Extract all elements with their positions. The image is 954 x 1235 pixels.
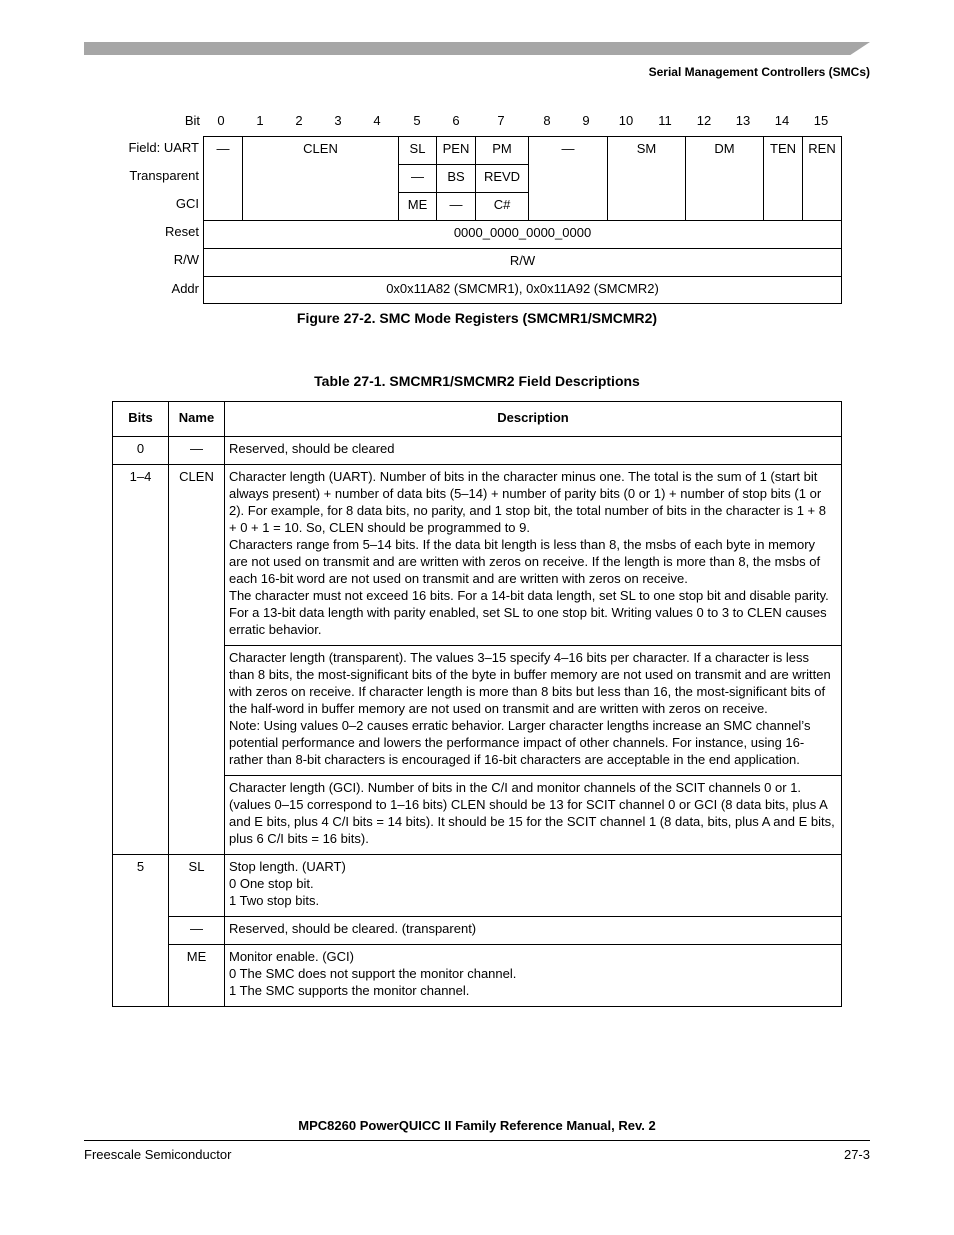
bits-cell: 1–4 [113,465,169,855]
description-cell [225,776,842,855]
field-sm: SM [607,136,686,221]
footer-title: MPC8260 PowerQUICC II Family Reference Manual, Rev. 2 [298,1118,656,1133]
row-label-uart: Field: UART [128,140,199,155]
row-label-addr: Addr [171,281,199,296]
reset-value: 0000_0000_0000_0000 [203,220,842,249]
field-cnum: C# [475,192,529,221]
bit-number: 1 [256,113,264,128]
description-text: Characters range from 5–14 bits. If the data bit length is less than 8, the msbs of each byte in memory are not used on transmit and are written with zeros on receive. If the length is more than 8, the msbs of each 16-bit word are not used on transmit and are written with zeros on receive. [229,537,821,586]
table-row [113,855,842,917]
bit-number: 0 [217,113,225,128]
description-text: The character must not exceed 16 bits. For a 14-bit data length, set SL to one stop bit and disable parity. For a 13-bit data length with parity enabled, set SL to one stop bit. Writing values 0 to 3 to CLEN causes erratic behavior. [229,588,829,637]
field-ren: REN [802,136,842,221]
table-row [113,917,842,945]
field-revd: REVD [475,164,529,193]
row-label-rw: R/W [173,252,199,267]
field-descriptions-table [112,401,842,1007]
bit-number: 15 [813,113,829,128]
field-me: ME [398,192,437,221]
description-text: Reserved, should be cleared [229,441,395,456]
description-text: Note: Using values 0–2 causes erratic behavior. Larger character lengths increase an SMC channel’s potential performance and lowers the performance impact of other channels. For instance, using 16- rather than 8-bit characters is encouraged if 16-bit characters are acceptable in the end application. [229,718,811,767]
field-transparent-bit5: — [398,164,437,193]
bit-number: 4 [373,113,381,128]
name-cell: SL [169,855,225,917]
name-cell: ME [169,945,225,1007]
name-cell: CLEN [169,465,225,855]
table-header-row [113,402,842,437]
description-cell [225,945,842,1007]
header-bits: Bits [113,402,169,437]
field-bits8-9: — [528,136,608,221]
description-text: 0 One stop bit. [229,876,314,891]
row-label-transparent: Transparent [129,168,199,183]
description-cell [225,646,842,776]
description-cell [225,437,842,465]
header-name: Name [169,402,225,437]
row-label-reset: Reset [165,224,199,239]
section-title: Serial Management Controllers (SMCs) [648,65,870,79]
bits-cell: 0 [113,437,169,465]
description-text: Character length (UART). Number of bits in the character minus one. The total is the sum of 1 (start bit always present) + number of data bits (5–14) + number of parity bits (0 or 1) + number of stop bits (1 or 2). For example, for 8 data bits, no parity, and 1 stop bit, the total number of bits in the character is 1 + 8 + 0 + 1 = 10. So, CLEN should be programmed to 9. [229,469,826,535]
header-bar [84,42,870,55]
description-text: 1 The SMC supports the monitor channel. [229,983,470,998]
field-pm: PM [475,136,529,165]
table-caption: Table 27-1. SMCMR1/SMCMR2 Field Descriptions [314,373,640,389]
description-text: Monitor enable. (GCI) [229,949,354,964]
description-text: Character length (GCI). Number of bits in the C/I and monitor channels of the SCIT channels 0 or 1. (values 0–15 correspond to 1–16 bits) CLEN should be 13 for SCIT channel 0 or GCI (8 data bits, plus A and E bits, plus 4 C/I bits = 14 bits). It should be 15 for the SCIT channel 1 (8 data, bits, plus A and E bits, plus 6 C/I bits = 16 bits). [229,780,835,846]
bit-number: 13 [735,113,751,128]
bit-number: 2 [295,113,303,128]
footer-company: Freescale Semiconductor [84,1147,232,1162]
field-dm: DM [685,136,764,221]
description-text: 1 Two stop bits. [229,893,320,908]
bit-number: 14 [774,113,790,128]
description-cell [225,465,842,646]
bit-number: 6 [452,113,460,128]
table-row [113,945,842,1007]
addr-value: 0x0x11A82 (SMCMR1), 0x0x11A92 (SMCMR2) [203,276,842,304]
field-ten: TEN [763,136,803,221]
description-text: Stop length. (UART) [229,859,346,874]
description-text: Character length (transparent). The values 3–15 specify 4–16 bits per character. If a character is less than 8 bits, the most-significant bits of the byte in buffer memory are not used on transmit and are written with zeros on receive. If character length is more than 8 bits but less than 16, the most-significant bits of the half-word in buffer memory are not used on transmit and are written with zeros on receive. [229,650,831,716]
field-gci-bit6: — [436,192,476,221]
figure-caption: Figure 27-2. SMC Mode Registers (SMCMR1/SMCMR2) [296,310,658,326]
field-bs: BS [436,164,476,193]
table-row [113,437,842,465]
bit-number: 3 [334,113,342,128]
header-description: Description [225,402,842,437]
bit-number: 12 [696,113,712,128]
bit-label: Bit [184,113,200,128]
name-cell: — [169,437,225,465]
row-label-gci: GCI [175,196,199,211]
page-number: 27-3 [843,1147,870,1162]
bit-number: 10 [618,113,634,128]
bit-number: 7 [497,113,505,128]
bit-number: 8 [543,113,551,128]
field-bit0: — [203,136,243,221]
description-text: 0 The SMC does not support the monitor channel. [229,966,517,981]
description-text: Reserved, should be cleared. (transparent) [229,921,477,936]
description-cell [225,917,842,945]
footer-divider [84,1140,870,1141]
bit-number: 5 [413,113,421,128]
bit-number: 9 [582,113,590,128]
field-sl: SL [398,136,437,165]
rw-value: R/W [203,248,842,277]
field-pen: PEN [436,136,476,165]
description-cell [225,855,842,917]
bit-number: 11 [658,113,672,128]
name-cell: — [169,917,225,945]
table-row [113,465,842,646]
field-clen: CLEN [242,136,399,221]
bits-cell: 5 [113,855,169,1007]
